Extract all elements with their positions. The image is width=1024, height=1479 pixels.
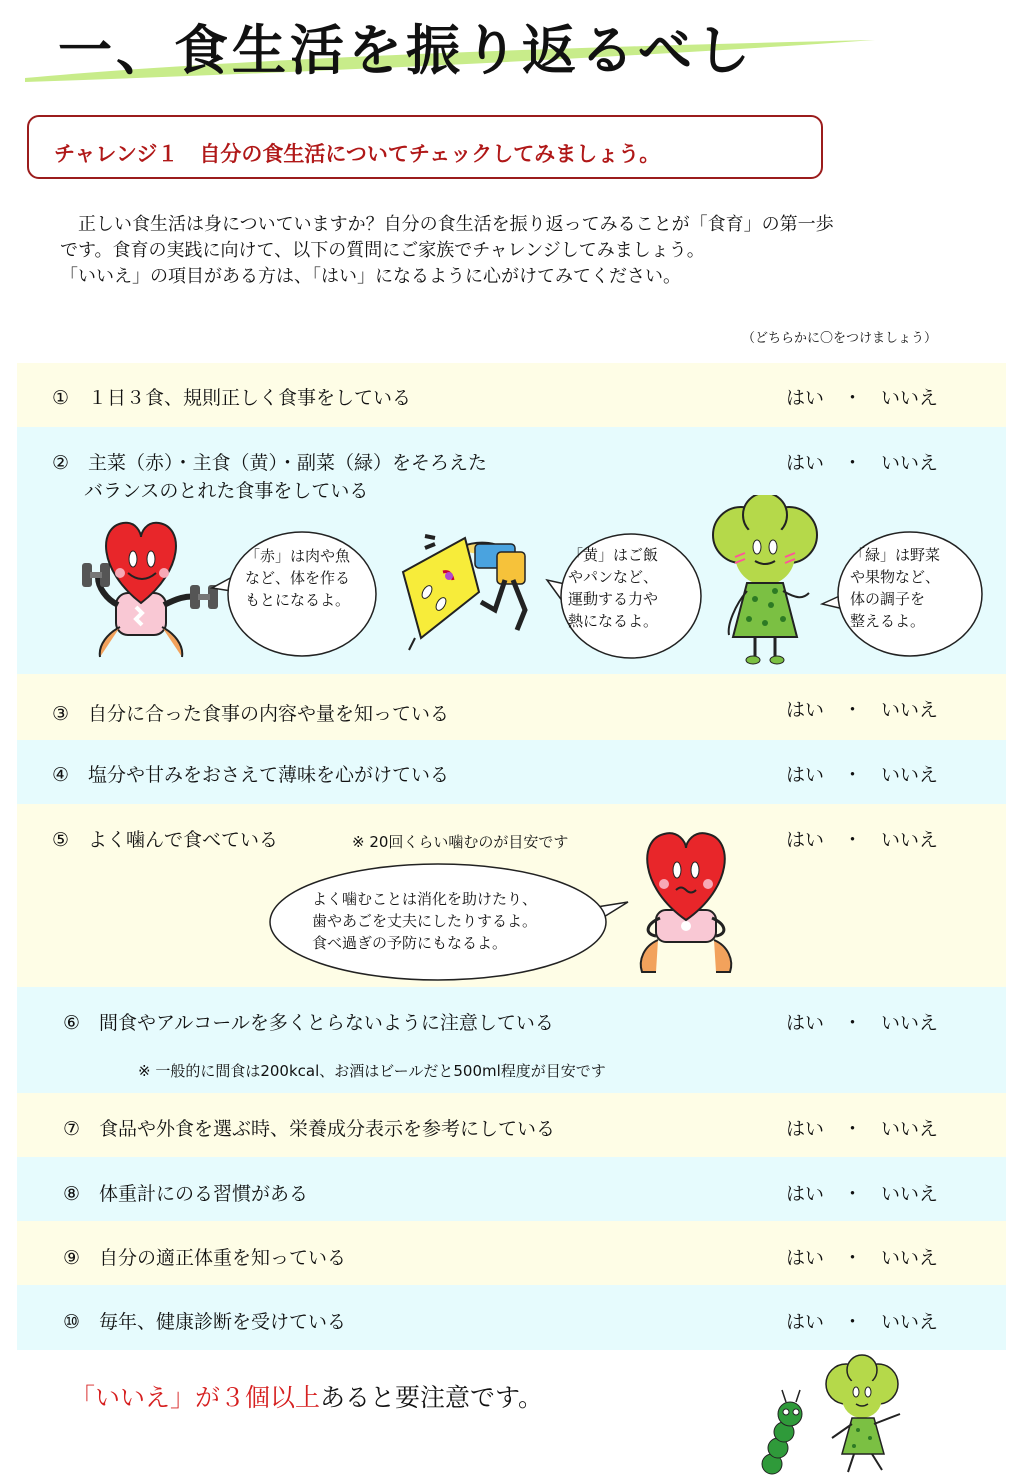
answer-choice-9[interactable]: はい ・ いいえ (786, 1247, 939, 1269)
bubble-chew-text (312, 888, 537, 954)
heart-squat-character (632, 828, 742, 978)
bubble-red-text (245, 545, 350, 611)
question-9-text: ⑨ 自分の適正体重を知っている (63, 1247, 347, 1269)
question-2-text: ② 主菜（赤）・主食（黄）・副菜（緑）をそろえた (52, 452, 488, 474)
intro-line-2: です。食育の実践に向けて、以下の質問にご家族でチャレンジしてみましょう。 (60, 240, 705, 261)
question-10-text: ⑩ 毎年、健康診断を受けている (63, 1311, 347, 1333)
bubble-yellow-text (568, 544, 658, 632)
question-5-note: ※ 20回くらい噛むのが目安です (352, 833, 569, 851)
bubble-green-text (850, 544, 940, 632)
answer-choice-5[interactable]: はい ・ いいえ (786, 829, 939, 851)
intro-line-1: 正しい食生活は身についていますか？自分の食生活を振り返ってみることが「食育」の第一歩 (60, 214, 834, 235)
footer-warning (70, 1378, 543, 1414)
page-title: 一、食生活を振り返るべし (58, 19, 754, 82)
answer-choice-2[interactable]: はい ・ いいえ (786, 452, 939, 474)
footer-warning-red: 「いいえ」が３個以上 (70, 1383, 321, 1412)
bubble-yellow-line-1: 「黄」はご飯 (568, 546, 659, 564)
question-6-note: ※ 一般的に間食は200kcal、お酒はビールだと500ml程度が目安です (138, 1062, 606, 1080)
question-6-text: ⑥ 間食やアルコールを多くとらないように注意している (63, 1012, 554, 1034)
bubble-yellow-line-3: 運動する力や (568, 590, 659, 608)
bubble-red-line-3: もとになるよ。 (245, 591, 351, 609)
answer-choice-1[interactable]: はい ・ いいえ (786, 387, 939, 409)
heart-dumbbell-character (78, 515, 228, 665)
question-2-text-cont: バランスのとれた食事をしている (84, 480, 369, 502)
circle-instruction: （どちらかに〇をつけましょう） (742, 331, 938, 346)
footer-warning-rest: あると要注意です。 (320, 1383, 544, 1412)
question-5-text: ⑤ よく噛んで食べている (52, 829, 279, 851)
bubble-yellow-line-2: やパンなど、 (568, 568, 659, 586)
bubble-chew-line-2: 歯やあごを丈夫にしたりするよ。 (312, 912, 538, 930)
challenge-heading: チャレンジ１ 自分の食生活についてチェックしてみましょう。 (54, 142, 661, 166)
question-4-text: ④ 塩分や甘みをおさえて薄味を心がけている (52, 764, 450, 786)
answer-choice-4[interactable]: はい ・ いいえ (786, 764, 939, 786)
intro-paragraph (60, 212, 980, 290)
question-1-text: ① １日３食、規則正しく食事をしている (52, 387, 412, 409)
yellow-flipping-character (395, 530, 555, 660)
bubble-red-line-1: 「赤」は肉や魚 (245, 547, 351, 565)
small-clover-character (820, 1354, 910, 1479)
question-3-text: ③ 自分に合った食事の内容や量を知っている (52, 703, 450, 725)
question-8-text: ⑧ 体重計にのる習慣がある (63, 1183, 309, 1205)
bubble-green-line-2: や果物など、 (850, 568, 941, 586)
question-7-text: ⑦ 食品や外食を選ぶ時、栄養成分表示を参考にしている (63, 1118, 556, 1140)
bubble-green-line-1: 「緑」は野菜 (850, 546, 941, 564)
green-clover-character (705, 495, 825, 667)
intro-line-3: 「いいえ」の項目がある方は、「はい」になるように心がけてみてください。 (60, 266, 681, 287)
answer-choice-8[interactable]: はい ・ いいえ (786, 1183, 939, 1205)
caterpillar-character (752, 1384, 812, 1479)
bubble-chew-line-3: 食べ過ぎの予防にもなるよ。 (312, 934, 508, 952)
answer-choice-6[interactable]: はい ・ いいえ (786, 1012, 939, 1034)
bubble-green-line-4: 整えるよ。 (850, 612, 926, 630)
answer-choice-10[interactable]: はい ・ いいえ (786, 1311, 939, 1333)
bubble-chew-line-1: よく噛むことは消化を助けたり、 (312, 890, 538, 908)
bubble-green-line-3: 体の調子を (850, 590, 926, 608)
bubble-red-line-2: など、体を作る (245, 569, 351, 587)
bubble-yellow-line-4: 熱になるよ。 (568, 612, 659, 630)
answer-choice-7[interactable]: はい ・ いいえ (786, 1118, 939, 1140)
answer-choice-3[interactable]: はい ・ いいえ (786, 699, 939, 721)
